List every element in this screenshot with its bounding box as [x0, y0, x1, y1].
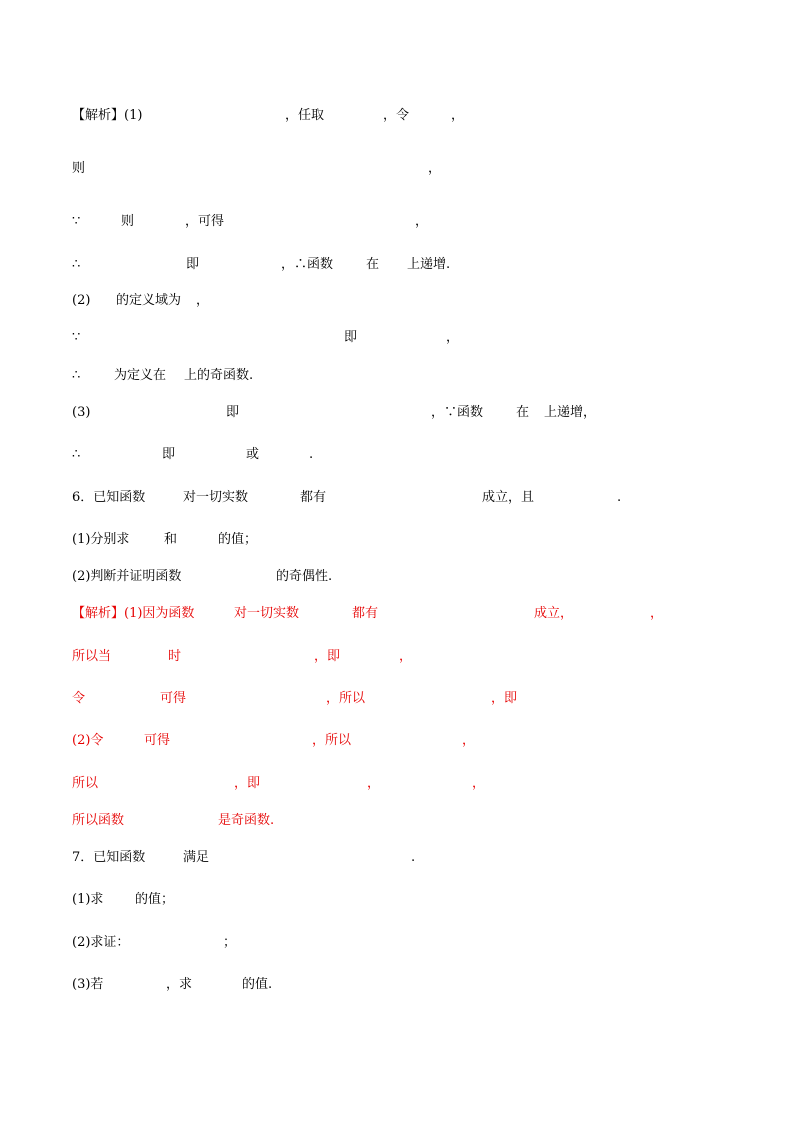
text-fragment: .	[617, 490, 622, 505]
text-fragment: 都有	[352, 606, 379, 621]
text-fragment: ，	[399, 649, 413, 664]
text-fragment: 上递增.	[407, 257, 451, 272]
text-fragment: (2)	[72, 293, 91, 308]
text-fragment: 的值；	[135, 892, 175, 907]
text-fragment: ，	[446, 330, 460, 345]
text-fragment: ∵	[72, 330, 81, 345]
text-fragment: ，	[196, 293, 210, 308]
text-fragment: 或	[246, 447, 260, 462]
text-fragment: ；	[223, 935, 237, 950]
text-fragment: ，	[451, 108, 465, 123]
text-fragment: 满足	[183, 850, 210, 865]
text-fragment: 的奇偶性.	[276, 569, 333, 584]
text-fragment: ，所以	[326, 691, 366, 706]
text-fragment: 令	[72, 691, 86, 706]
text-fragment: (1)求	[72, 892, 104, 907]
text-fragment: (2)判断并证明函数	[72, 569, 182, 584]
text-fragment: ，求	[166, 977, 193, 992]
text-fragment: 6．已知函数	[72, 490, 146, 505]
text-fragment: 即	[226, 405, 240, 420]
text-fragment: 在	[366, 257, 380, 272]
text-fragment: ，即	[234, 776, 261, 791]
text-fragment: 对一切实数	[234, 606, 300, 621]
text-fragment: 是奇函数.	[218, 813, 275, 828]
text-fragment: 则	[121, 214, 135, 229]
text-fragment: ，即	[314, 649, 341, 664]
text-fragment: ，可得	[185, 214, 225, 229]
text-fragment: ，	[462, 733, 476, 748]
text-fragment: 的值；	[218, 532, 258, 547]
text-fragment: ，	[650, 606, 664, 621]
text-fragment: 所以函数	[72, 813, 125, 828]
text-fragment: 即	[186, 257, 200, 272]
text-fragment: ∴	[72, 447, 81, 462]
text-fragment: (2)令	[72, 733, 104, 748]
text-fragment: 为定义在	[114, 368, 167, 383]
text-fragment: 对一切实数	[183, 490, 249, 505]
text-fragment: .	[411, 850, 416, 865]
text-fragment: 【解析】(1)	[72, 108, 143, 123]
text-fragment: ∵	[72, 214, 81, 229]
text-fragment: 可得	[144, 733, 171, 748]
text-fragment: 时	[168, 649, 182, 664]
text-fragment: 上递增，	[544, 405, 597, 420]
text-fragment: ，所以	[312, 733, 352, 748]
text-fragment: ，	[428, 161, 442, 176]
text-fragment: ∴	[72, 368, 81, 383]
text-fragment: 即	[344, 330, 358, 345]
text-fragment: 则	[72, 161, 86, 176]
text-fragment: 7．已知函数	[72, 850, 146, 865]
text-fragment: ，令	[383, 108, 410, 123]
text-fragment: 的值.	[242, 977, 273, 992]
text-fragment: ，	[472, 776, 486, 791]
text-fragment: ，	[415, 214, 429, 229]
text-fragment: ，∵函数	[431, 405, 484, 420]
text-fragment: ，即	[491, 691, 518, 706]
text-fragment: 上的奇函数.	[184, 368, 254, 383]
text-fragment: (3)	[72, 405, 91, 420]
text-fragment: ，任取	[285, 108, 325, 123]
text-fragment: 可得	[160, 691, 187, 706]
text-fragment: 【解析】(1)因为函数	[72, 606, 195, 621]
text-fragment: (1)分别求	[72, 532, 130, 547]
text-fragment: 所以当	[72, 649, 112, 664]
text-fragment: ，∴函数	[281, 257, 334, 272]
text-fragment: 在	[516, 405, 530, 420]
text-fragment: 即	[162, 447, 176, 462]
text-fragment: 所以	[72, 776, 99, 791]
text-fragment: ，	[367, 776, 381, 791]
text-fragment: (3)若	[72, 977, 104, 992]
text-fragment: 成立，且	[482, 490, 535, 505]
text-fragment: 成立，	[534, 606, 574, 621]
text-fragment: ∴	[72, 257, 81, 272]
text-fragment: .	[309, 447, 314, 462]
text-fragment: (2)求证：	[72, 935, 130, 950]
text-fragment: 都有	[300, 490, 327, 505]
text-fragment: 和	[164, 532, 178, 547]
text-fragment: 的定义域为	[116, 293, 182, 308]
